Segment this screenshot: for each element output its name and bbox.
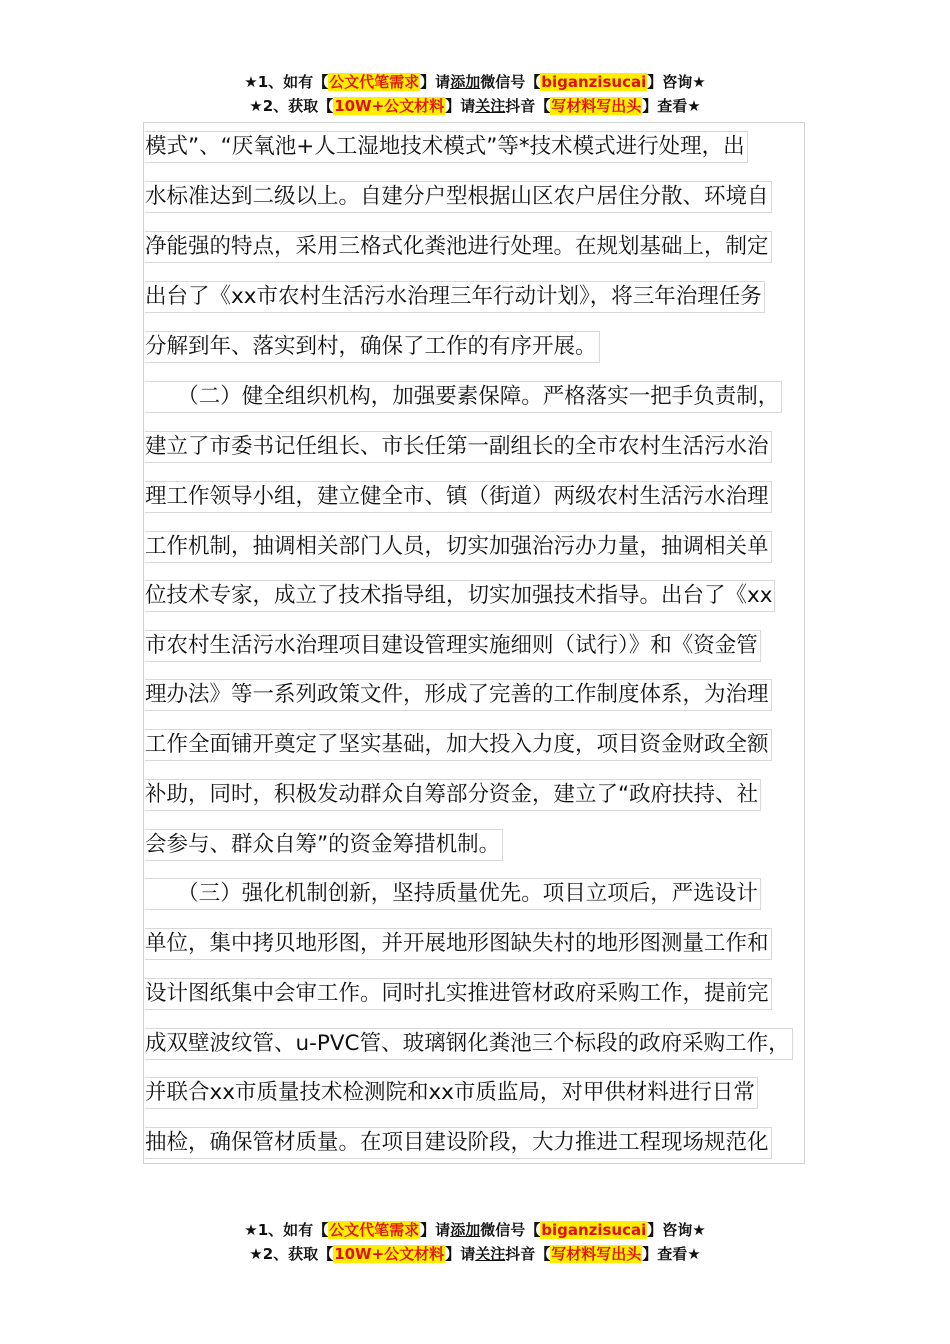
banner-line-1 [0,70,950,94]
body-line-text: 净能强的特点，采用三格式化粪池进行处理。在规划基础上，制定 [145,231,772,263]
banner-highlight: 公文代笔需求 [329,73,420,91]
body-line-text: 并联合xx市质量技术检测院和xx市质监局，对甲供材料进行日常 [145,1077,758,1109]
banner-text: 】查看★ [642,97,701,115]
banner-text: ★1、如有【 [244,1221,329,1239]
body-line-text: 工作机制，抽调相关部门人员，切实加强治污办力量，抽调相关单 [145,531,772,563]
body-line-text: 模式”、“厌氧池+人工湿地技术模式”等*技术模式进行处理，出 [145,131,748,163]
body-line-text: （二）健全组织机构，加强要素保障。严格落实一把手负责制， [145,381,782,413]
body-line-text: 单位，集中拷贝地形图，并开展地形图缺失村的地形图测量工作和 [145,928,772,960]
body-line-text: 成双壁波纹管、u-PVC管、玻璃钢化粪池三个标段的政府采购工作， [145,1028,793,1060]
body-line [145,131,748,161]
banner-text: 微信号【 [480,1221,541,1239]
body-line-text: 水标准达到二级以上。自建分户型根据山区农户居住分散、环境自 [145,181,772,213]
body-line [145,481,772,511]
body-line [145,779,761,809]
banner-underline: 关注 [475,1245,506,1263]
body-line-text: 抽检，确保管材质量。在项目建设阶段，大力推进工程现场规范化 [145,1127,772,1159]
body-line [145,580,775,610]
body-line-text: 会参与、群众自筹”的资金筹措机制。 [145,829,503,861]
banner-text: 】查看★ [642,1245,701,1263]
body-line [145,231,772,261]
banner-line-1 [0,1218,950,1242]
body-line [145,729,772,759]
banner-douyin-id: 写材料写出头 [551,97,642,115]
body-line-text: 理工作领导小组，建立健全市、镇（街道）两级农村生活污水治理 [145,481,772,513]
body-line-text: 出台了《xx市农村生活污水治理三年行动计划》，将三年治理任务 [145,281,765,313]
body-line [145,679,772,709]
body-line [145,829,503,859]
body-line [145,381,782,411]
banner-text: 】咨询★ [647,1221,706,1239]
banner-text: 】咨询★ [647,73,706,91]
banner-text: 】请 [445,97,476,115]
banner-text: ★2、获取【 [249,1245,334,1263]
banner-text: 】请 [420,73,451,91]
banner-text: ★2、获取【 [249,97,334,115]
banner-highlight: 10W+公文材料 [334,1245,445,1263]
banner-line-2 [0,1242,950,1266]
banner-underline: 添加 [450,73,481,91]
banner-text: 抖音【 [505,1245,551,1263]
footer-banner [0,1218,950,1266]
body-line [145,181,772,211]
body-line-text: 补助，同时，积极发动群众自筹部分资金，建立了“政府扶持、社 [145,779,761,811]
body-line [145,531,772,561]
body-line [145,331,600,361]
banner-highlight: 10W+公文材料 [334,97,445,115]
body-line [145,928,772,958]
banner-text: ★1、如有【 [244,73,329,91]
header-banner [0,70,950,118]
body-line [145,878,761,908]
banner-text: 】请 [445,1245,476,1263]
body-line [145,1127,772,1157]
banner-text: 】请 [420,1221,451,1239]
body-line-text: 设计图纸集中会审工作。同时扎实推进管材政府采购工作，提前完 [145,978,772,1010]
body-line-text: 分解到年、落实到村，确保了工作的有序开展。 [145,331,600,363]
banner-text: 微信号【 [480,73,541,91]
body-line-text: 位技术专家，成立了技术指导组，切实加强技术指导。出台了《xx [145,580,775,612]
banner-underline: 关注 [475,97,506,115]
banner-text: 抖音【 [505,97,551,115]
body-line-text: 理办法》等一系列政策文件，形成了完善的工作制度体系，为治理 [145,679,772,711]
body-line [145,978,772,1008]
banner-highlight: 公文代笔需求 [329,1221,420,1239]
body-line-text: 建立了市委书记任组长、市长任第一副组长的全市农村生活污水治 [145,431,772,463]
body-line [145,1077,758,1107]
body-line [145,1028,793,1058]
body-line [145,431,772,461]
body-line [145,281,765,311]
body-line-text: （三）强化机制创新，坚持质量优先。项目立项后，严选设计 [145,878,761,910]
banner-line-2 [0,94,950,118]
banner-wechat-id: biganzisucai [541,73,647,91]
banner-wechat-id: biganzisucai [541,1221,647,1239]
banner-underline: 添加 [450,1221,481,1239]
body-line-text: 工作全面铺开奠定了坚实基础，加大投入力度，项目资金财政全额 [145,729,772,761]
body-line-text: 市农村生活污水治理项目建设管理实施细则（试行）》和《资金管 [145,630,761,662]
banner-douyin-id: 写材料写出头 [551,1245,642,1263]
body-line [145,630,761,660]
